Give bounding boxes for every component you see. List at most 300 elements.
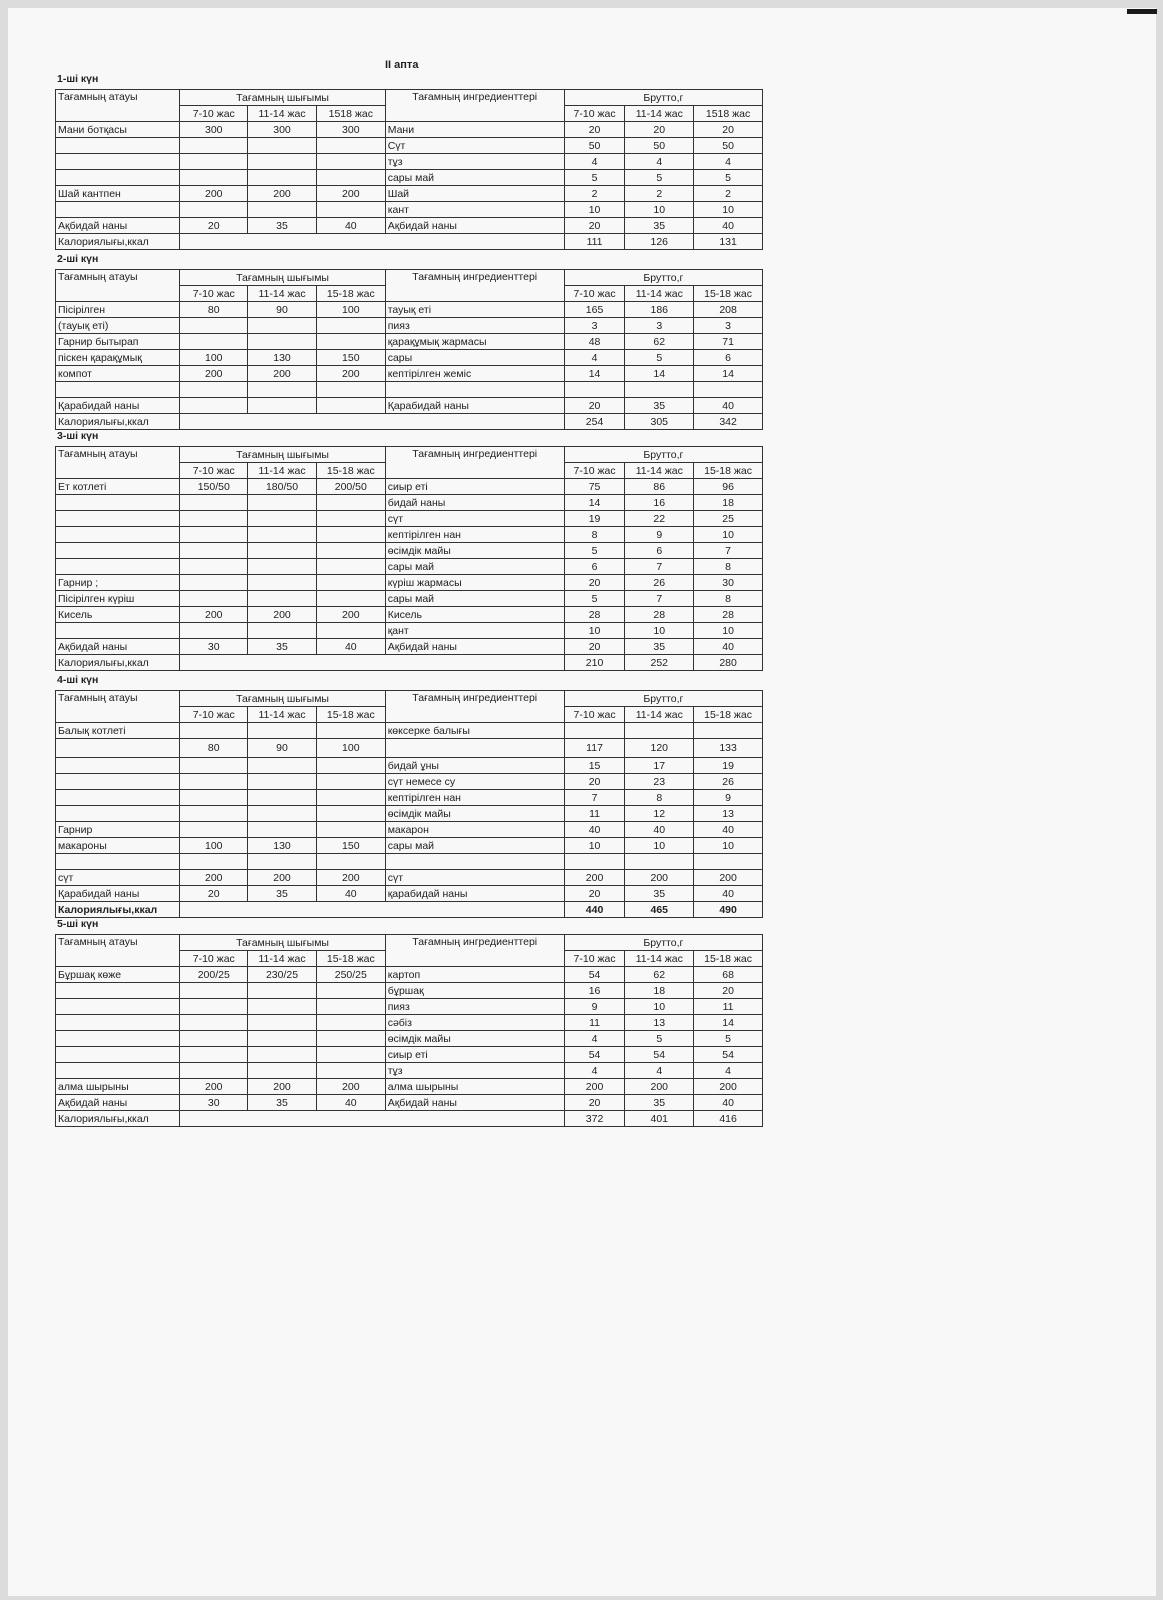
dish-name: Ет котлеті [56, 479, 180, 495]
output-15-18 [316, 559, 385, 575]
brutto-11-14: 12 [625, 806, 694, 822]
ingredient-name: макарон [385, 822, 564, 838]
output-7-10 [180, 1015, 248, 1031]
calorie-spacer [180, 1111, 564, 1127]
brutto-11-14 [625, 382, 694, 398]
dish-name [56, 154, 180, 170]
brutto-7-10 [564, 382, 625, 398]
table-row [56, 1079, 763, 1095]
output-15-18: 40 [316, 218, 385, 234]
output-7-10: 80 [180, 739, 248, 758]
brutto-15-18: 28 [694, 607, 763, 623]
brutto-age-header: 7-10 жас [564, 286, 625, 302]
calorie-label: Калориялығы,ккал [56, 902, 180, 918]
calorie-row [56, 1111, 763, 1127]
calorie-15-18: 131 [694, 234, 763, 250]
dish-name [56, 1015, 180, 1031]
output-11-14: 200 [248, 1079, 317, 1095]
output-7-10 [180, 202, 248, 218]
output-7-10: 200 [180, 366, 248, 382]
output-7-10: 100 [180, 350, 248, 366]
output-11-14: 300 [248, 122, 317, 138]
brutto-11-14: 8 [625, 790, 694, 806]
brutto-15-18: 20 [694, 983, 763, 999]
calorie-11-14: 465 [625, 902, 694, 918]
table-row [56, 838, 763, 854]
age-group-header: 7-10 жас [180, 707, 248, 723]
brutto-15-18: 5 [694, 1031, 763, 1047]
brutto-15-18: 200 [694, 870, 763, 886]
age-group-header: 11-14 жас [248, 463, 317, 479]
dish-name [56, 806, 180, 822]
brutto-7-10: 20 [564, 639, 625, 655]
brutto-11-14: 4 [625, 154, 694, 170]
table-row [56, 639, 763, 655]
table-row [56, 886, 763, 902]
output-15-18 [316, 382, 385, 398]
header-brutto: Брутто,г [564, 270, 762, 286]
brutto-15-18: 19 [694, 758, 763, 774]
brutto-15-18 [694, 723, 763, 739]
output-11-14 [248, 758, 317, 774]
table-row [56, 559, 763, 575]
header-ingredients: Тағамның ингредиенттері [385, 935, 564, 967]
calorie-15-18: 280 [694, 655, 763, 671]
ingredient-name: қант [385, 623, 564, 639]
ingredient-name: кант [385, 202, 564, 218]
table-row [56, 318, 763, 334]
output-15-18 [316, 154, 385, 170]
brutto-15-18: 10 [694, 527, 763, 543]
brutto-15-18: 10 [694, 202, 763, 218]
table-row [56, 218, 763, 234]
brutto-15-18: 71 [694, 334, 763, 350]
brutto-age-header: 1518 жас [694, 106, 763, 122]
output-11-14: 90 [248, 739, 317, 758]
output-15-18 [316, 723, 385, 739]
output-7-10: 30 [180, 639, 248, 655]
brutto-age-header: 11-14 жас [625, 951, 694, 967]
brutto-15-18: 50 [694, 138, 763, 154]
header-brutto: Брутто,г [564, 90, 762, 106]
brutto-7-10: 54 [564, 967, 625, 983]
calorie-11-14: 401 [625, 1111, 694, 1127]
brutto-7-10: 200 [564, 870, 625, 886]
table-row [56, 723, 763, 739]
brutto-11-14: 2 [625, 186, 694, 202]
brutto-7-10: 15 [564, 758, 625, 774]
dish-name: Пісірілген күріш [56, 591, 180, 607]
table-row [56, 334, 763, 350]
calorie-15-18: 416 [694, 1111, 763, 1127]
dish-name [56, 527, 180, 543]
brutto-11-14: 13 [625, 1015, 694, 1031]
dish-name: компот [56, 366, 180, 382]
output-15-18 [316, 999, 385, 1015]
brutto-11-14: 35 [625, 218, 694, 234]
table-row [56, 366, 763, 382]
brutto-15-18: 25 [694, 511, 763, 527]
ingredient-name: тұз [385, 1063, 564, 1079]
brutto-11-14: 7 [625, 591, 694, 607]
output-11-14 [248, 822, 317, 838]
brutto-11-14: 20 [625, 122, 694, 138]
brutto-7-10 [564, 854, 625, 870]
output-11-14: 35 [248, 886, 317, 902]
table-header-row [56, 447, 763, 463]
output-11-14 [248, 543, 317, 559]
table-row [56, 774, 763, 790]
dish-name: Балық котлеті [56, 723, 180, 739]
ingredient-name: сиыр еті [385, 1047, 564, 1063]
brutto-11-14: 3 [625, 318, 694, 334]
brutto-7-10: 10 [564, 838, 625, 854]
output-7-10 [180, 774, 248, 790]
output-15-18 [316, 202, 385, 218]
table-header-row [56, 90, 763, 106]
brutto-age-header: 7-10 жас [564, 707, 625, 723]
calorie-15-18: 490 [694, 902, 763, 918]
brutto-11-14: 62 [625, 334, 694, 350]
output-7-10 [180, 1047, 248, 1063]
dish-name [56, 983, 180, 999]
age-group-header: 11-14 жас [248, 286, 317, 302]
document-title: II апта [385, 59, 419, 71]
brutto-15-18: 11 [694, 999, 763, 1015]
dish-name [56, 739, 180, 758]
header-name: Тағамның атауы [56, 691, 180, 723]
table-row [56, 350, 763, 366]
brutto-7-10: 20 [564, 1095, 625, 1111]
brutto-15-18: 40 [694, 886, 763, 902]
brutto-7-10: 54 [564, 1047, 625, 1063]
output-7-10 [180, 398, 248, 414]
ingredient-name: өсімдік майы [385, 1031, 564, 1047]
age-group-header: 7-10 жас [180, 951, 248, 967]
calorie-label: Калориялығы,ккал [56, 655, 180, 671]
output-7-10 [180, 790, 248, 806]
brutto-15-18 [694, 382, 763, 398]
calorie-label: Калориялығы,ккал [56, 234, 180, 250]
output-15-18 [316, 543, 385, 559]
brutto-15-18: 68 [694, 967, 763, 983]
output-7-10 [180, 559, 248, 575]
output-11-14: 130 [248, 350, 317, 366]
table-row [56, 1015, 763, 1031]
brutto-11-14: 10 [625, 623, 694, 639]
ingredient-name: сары май [385, 838, 564, 854]
output-11-14: 130 [248, 838, 317, 854]
table-row [56, 758, 763, 774]
output-7-10 [180, 983, 248, 999]
output-15-18 [316, 575, 385, 591]
table-row [56, 398, 763, 414]
ingredient-name: сүт [385, 870, 564, 886]
table-row [56, 202, 763, 218]
menu-table [55, 690, 763, 918]
day-title: 5-ші күн [57, 918, 99, 930]
brutto-7-10: 19 [564, 511, 625, 527]
brutto-age-header: 15-18 жас [694, 951, 763, 967]
dish-name [56, 170, 180, 186]
brutto-7-10: 4 [564, 350, 625, 366]
menu-table [55, 934, 763, 1127]
dish-name [56, 774, 180, 790]
ingredient-name: сары [385, 350, 564, 366]
output-11-14: 35 [248, 218, 317, 234]
output-7-10: 200/25 [180, 967, 248, 983]
header-output: Тағамның шығымы [180, 270, 385, 286]
ingredient-name: Шай [385, 186, 564, 202]
output-11-14: 200 [248, 870, 317, 886]
scan-edge-mark [1127, 9, 1157, 14]
brutto-15-18: 30 [694, 575, 763, 591]
calorie-spacer [180, 655, 564, 671]
brutto-7-10: 3 [564, 318, 625, 334]
brutto-15-18: 9 [694, 790, 763, 806]
dish-name: макароны [56, 838, 180, 854]
brutto-11-14: 10 [625, 838, 694, 854]
dish-name: Ақбидай наны [56, 218, 180, 234]
ingredient-name: тұз [385, 154, 564, 170]
age-group-header: 11-14 жас [248, 707, 317, 723]
output-15-18 [316, 138, 385, 154]
header-ingredients: Тағамның ингредиенттері [385, 270, 564, 302]
brutto-15-18 [694, 854, 763, 870]
dish-name: Қарабидай наны [56, 886, 180, 902]
table-row [56, 1095, 763, 1111]
calorie-spacer [180, 414, 564, 430]
output-15-18: 200 [316, 186, 385, 202]
age-group-header: 15-18 жас [316, 951, 385, 967]
output-15-18 [316, 774, 385, 790]
output-7-10 [180, 334, 248, 350]
brutto-7-10: 8 [564, 527, 625, 543]
ingredient-name: сары май [385, 170, 564, 186]
output-7-10 [180, 382, 248, 398]
age-group-header: 11-14 жас [248, 951, 317, 967]
header-ingredients: Тағамның ингредиенттері [385, 691, 564, 723]
output-11-14 [248, 1047, 317, 1063]
ingredient-name: кептірілген нан [385, 790, 564, 806]
ingredient-name: өсімдік майы [385, 806, 564, 822]
brutto-15-18: 14 [694, 366, 763, 382]
table-row [56, 1063, 763, 1079]
dish-name: алма шырыны [56, 1079, 180, 1095]
output-11-14 [248, 170, 317, 186]
header-output: Тағамның шығымы [180, 447, 385, 463]
output-7-10 [180, 1031, 248, 1047]
brutto-7-10: 117 [564, 739, 625, 758]
menu-table [55, 89, 763, 250]
calorie-7-10: 254 [564, 414, 625, 430]
brutto-11-14: 18 [625, 983, 694, 999]
output-15-18: 200 [316, 366, 385, 382]
ingredient-name: күріш жармасы [385, 575, 564, 591]
output-15-18 [316, 790, 385, 806]
output-7-10: 20 [180, 218, 248, 234]
brutto-11-14: 200 [625, 870, 694, 886]
header-brutto: Брутто,г [564, 447, 762, 463]
brutto-11-14: 14 [625, 366, 694, 382]
output-7-10: 200 [180, 607, 248, 623]
output-11-14 [248, 1031, 317, 1047]
output-15-18: 40 [316, 886, 385, 902]
day-title: 4-ші күн [57, 674, 99, 686]
table-row [56, 1047, 763, 1063]
brutto-15-18: 40 [694, 639, 763, 655]
brutto-11-14: 17 [625, 758, 694, 774]
brutto-7-10: 20 [564, 886, 625, 902]
output-11-14 [248, 382, 317, 398]
table-row [56, 806, 763, 822]
brutto-7-10: 200 [564, 1079, 625, 1095]
brutto-11-14: 35 [625, 1095, 694, 1111]
ingredient-name: Сүт [385, 138, 564, 154]
brutto-11-14: 86 [625, 479, 694, 495]
ingredient-name: сары май [385, 591, 564, 607]
output-11-14 [248, 495, 317, 511]
brutto-15-18: 40 [694, 822, 763, 838]
dish-name: (тауық еті) [56, 318, 180, 334]
output-15-18: 250/25 [316, 967, 385, 983]
brutto-age-header: 11-14 жас [625, 463, 694, 479]
output-7-10 [180, 543, 248, 559]
brutto-11-14: 40 [625, 822, 694, 838]
calorie-label: Калориялығы,ккал [56, 414, 180, 430]
ingredient-name [385, 739, 564, 758]
output-7-10 [180, 591, 248, 607]
dish-name [56, 1047, 180, 1063]
brutto-7-10: 20 [564, 398, 625, 414]
brutto-7-10: 28 [564, 607, 625, 623]
output-11-14 [248, 723, 317, 739]
brutto-7-10: 20 [564, 218, 625, 234]
output-15-18 [316, 170, 385, 186]
ingredient-name: сүт [385, 511, 564, 527]
output-15-18: 40 [316, 1095, 385, 1111]
output-15-18 [316, 806, 385, 822]
ingredient-name: картоп [385, 967, 564, 983]
output-11-14 [248, 527, 317, 543]
brutto-age-header: 15-18 жас [694, 286, 763, 302]
brutto-11-14: 5 [625, 170, 694, 186]
output-15-18 [316, 511, 385, 527]
brutto-15-18: 13 [694, 806, 763, 822]
output-7-10 [180, 806, 248, 822]
dish-name: Қарабидай наны [56, 398, 180, 414]
dish-name [56, 1031, 180, 1047]
output-15-18: 100 [316, 739, 385, 758]
brutto-7-10: 14 [564, 495, 625, 511]
table-row [56, 822, 763, 838]
dish-name: Кисель [56, 607, 180, 623]
table-row [56, 302, 763, 318]
table-row [56, 790, 763, 806]
brutto-7-10: 4 [564, 154, 625, 170]
table-header-row [56, 691, 763, 707]
brutto-15-18: 6 [694, 350, 763, 366]
output-7-10 [180, 511, 248, 527]
ingredient-name: бидай наны [385, 495, 564, 511]
brutto-11-14: 35 [625, 398, 694, 414]
ingredient-name: Кисель [385, 607, 564, 623]
header-output: Тағамның шығымы [180, 935, 385, 951]
table-row [56, 854, 763, 870]
output-15-18 [316, 758, 385, 774]
dish-name: Гарнир бытырап [56, 334, 180, 350]
brutto-11-14: 35 [625, 639, 694, 655]
output-7-10 [180, 999, 248, 1015]
brutto-7-10: 5 [564, 543, 625, 559]
ingredient-name: қарақұмық жармасы [385, 334, 564, 350]
table-row [56, 623, 763, 639]
output-15-18 [316, 983, 385, 999]
dish-name: Бұршақ көже [56, 967, 180, 983]
ingredient-name: Ақбидай наны [385, 639, 564, 655]
brutto-11-14: 26 [625, 575, 694, 591]
dish-name [56, 543, 180, 559]
brutto-7-10: 5 [564, 591, 625, 607]
ingredient-name: Мани [385, 122, 564, 138]
table-row [56, 527, 763, 543]
brutto-15-18: 14 [694, 1015, 763, 1031]
calorie-7-10: 372 [564, 1111, 625, 1127]
brutto-11-14: 35 [625, 886, 694, 902]
brutto-7-10 [564, 723, 625, 739]
output-11-14 [248, 790, 317, 806]
header-name: Тағамның атауы [56, 935, 180, 967]
brutto-7-10: 48 [564, 334, 625, 350]
brutto-11-14: 28 [625, 607, 694, 623]
brutto-15-18: 54 [694, 1047, 763, 1063]
output-15-18: 200 [316, 1079, 385, 1095]
output-15-18 [316, 1031, 385, 1047]
calorie-7-10: 440 [564, 902, 625, 918]
table-row [56, 967, 763, 983]
ingredient-name: пияз [385, 318, 564, 334]
ingredient-name: өсімдік майы [385, 543, 564, 559]
output-11-14 [248, 202, 317, 218]
calorie-row [56, 655, 763, 671]
dish-name [56, 1063, 180, 1079]
output-15-18: 200/50 [316, 479, 385, 495]
brutto-11-14: 5 [625, 1031, 694, 1047]
brutto-age-header: 11-14 жас [625, 286, 694, 302]
brutto-15-18: 40 [694, 1095, 763, 1111]
output-15-18 [316, 1047, 385, 1063]
output-7-10 [180, 822, 248, 838]
brutto-11-14: 23 [625, 774, 694, 790]
header-output: Тағамның шығымы [180, 90, 385, 106]
output-11-14: 35 [248, 639, 317, 655]
age-group-header: 7-10 жас [180, 106, 248, 122]
output-15-18: 100 [316, 302, 385, 318]
brutto-11-14: 5 [625, 350, 694, 366]
dish-name: Гарнир [56, 822, 180, 838]
output-11-14 [248, 854, 317, 870]
dish-name [56, 495, 180, 511]
dish-name: піскен қарақұмық [56, 350, 180, 366]
calorie-row [56, 902, 763, 918]
brutto-15-18: 8 [694, 559, 763, 575]
calorie-11-14: 252 [625, 655, 694, 671]
output-7-10: 80 [180, 302, 248, 318]
output-11-14 [248, 138, 317, 154]
brutto-age-header: 15-18 жас [694, 463, 763, 479]
age-group-header: 11-14 жас [248, 106, 317, 122]
output-15-18 [316, 623, 385, 639]
